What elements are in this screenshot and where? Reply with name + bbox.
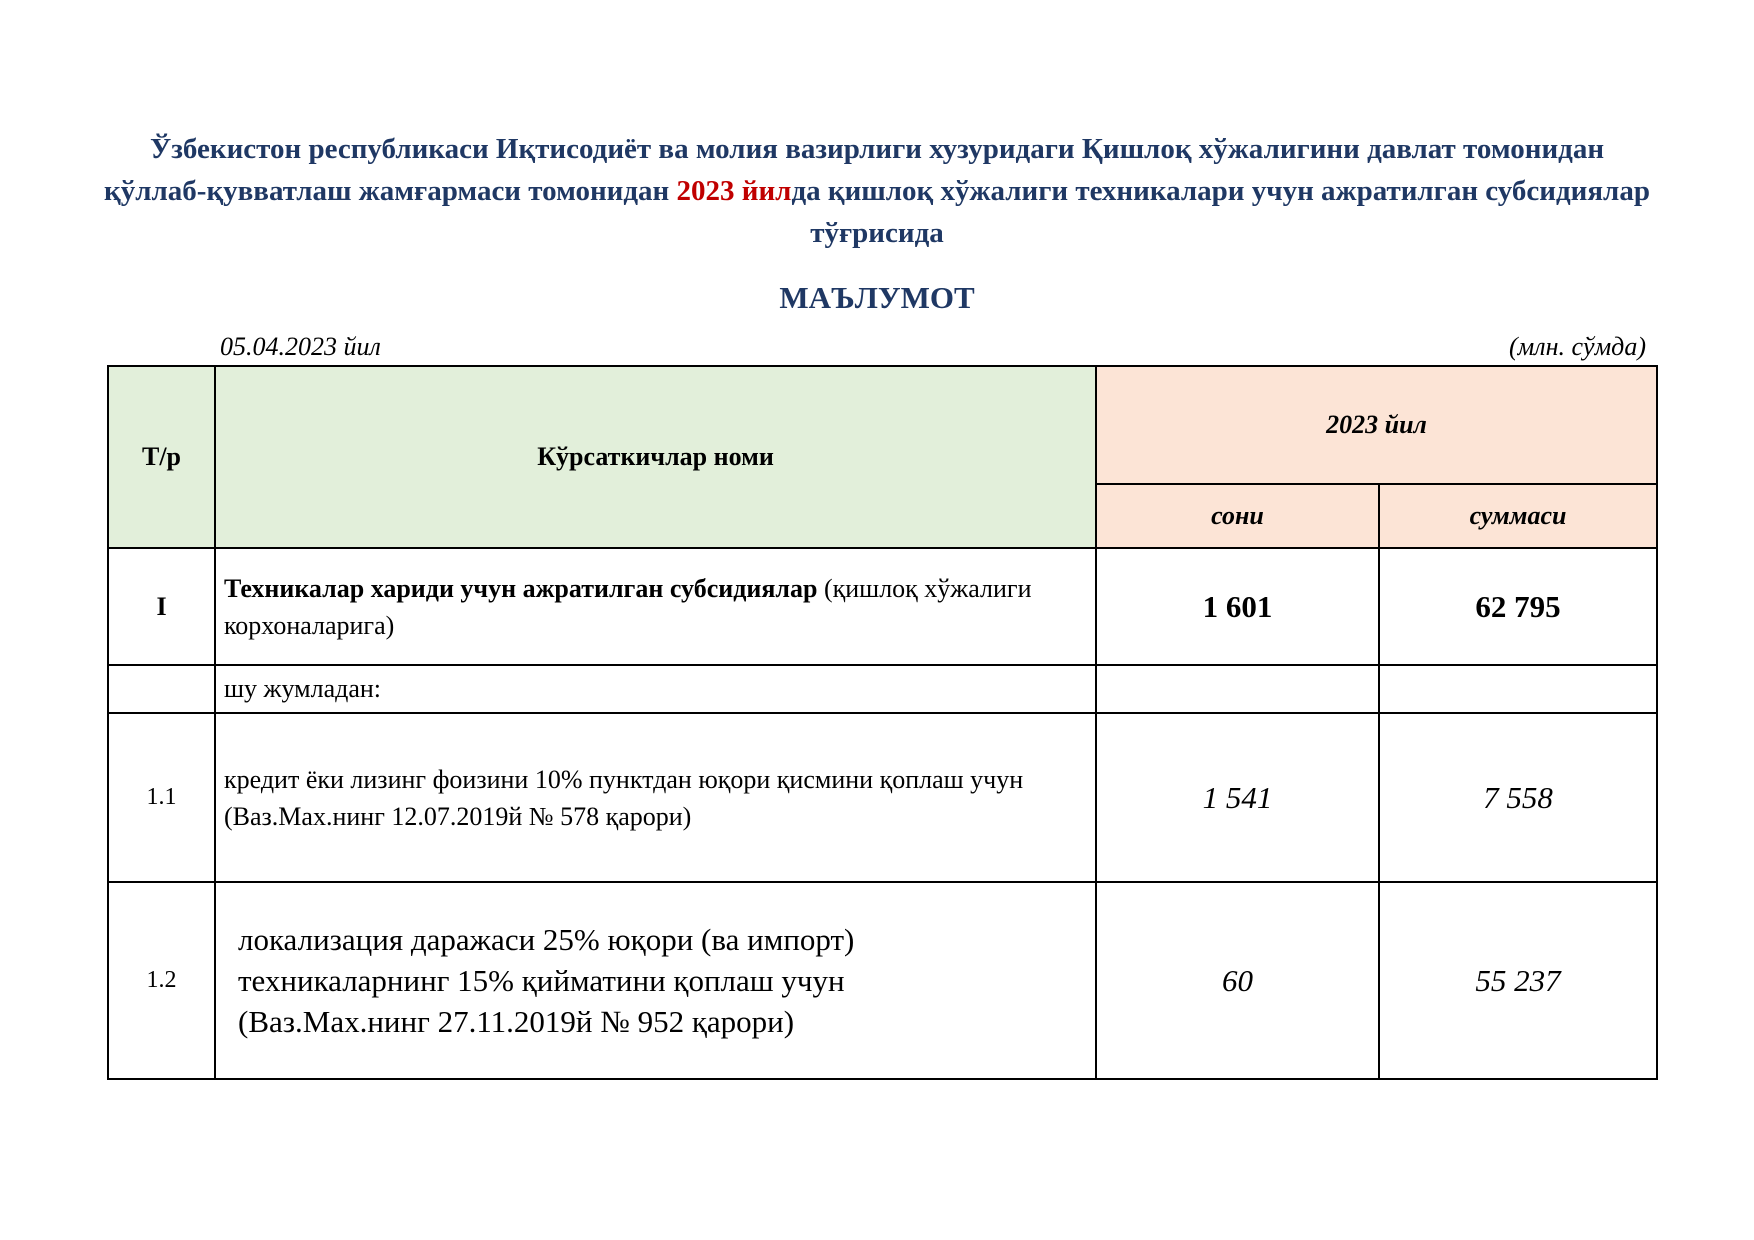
row-name-line: техникаларнинг 15% қийматини қоплаш учун (238, 963, 845, 998)
row-name-line: кредит ёки лизинг фоизини 10% пунктдан юқори қисмини қоплаш учун (224, 764, 1024, 794)
row-num (108, 665, 215, 713)
table-row (108, 713, 1657, 882)
report-date: 05.04.2023 йил (220, 332, 381, 361)
row-count: 1 541 (1096, 713, 1379, 882)
title-year-highlight: 2023 йил (676, 175, 792, 207)
row-num: 1.2 (108, 882, 215, 1079)
title-text-part1: Ўзбекистон республикаси Иқтисодиёт ва молия вазирлиги хузуридаги Қишлоқ хўжалигини давлат томонидан қўллаб-қувватлаш жамғармаси томонидан (104, 133, 1605, 207)
row-name-rest: (қишлоқ хўжалиги корхоналарига) (224, 573, 1032, 640)
row-num: 1.1 (108, 713, 215, 882)
row-name-bold: Техникалар хариди учун ажратилган субсидиялар (224, 573, 818, 603)
header-year: 2023 йил (1096, 366, 1657, 484)
table-row (108, 548, 1657, 665)
header-indicator-name: Кўрсаткичлар номи (215, 366, 1096, 548)
header-sum: суммаси (1379, 484, 1657, 548)
row-name: шу жумладан: (215, 665, 1096, 713)
row-sum: 62 795 (1379, 548, 1657, 665)
row-name (215, 882, 1096, 1079)
row-count (1096, 665, 1379, 713)
row-name-line: (Ваз.Мах.нинг 27.11.2019й № 952 қарори) (238, 1004, 795, 1039)
document-title (100, 128, 1654, 254)
row-count: 60 (1096, 882, 1379, 1079)
header-count: сони (1096, 484, 1379, 548)
row-name (215, 713, 1096, 882)
row-count: 1 601 (1096, 548, 1379, 665)
title-text-part2: да қишлоқ хўжалиги техникалари учун ажратилган субсидиялар тўғрисида (791, 175, 1650, 249)
header-num: Т/р (108, 366, 215, 548)
row-sum: 55 237 (1379, 882, 1657, 1079)
document-subtitle: МАЪЛУМОТ (779, 280, 975, 315)
row-sum (1379, 665, 1657, 713)
row-sum: 7 558 (1379, 713, 1657, 882)
table-row (108, 665, 1657, 713)
row-name-line: (Ваз.Мах.нинг 12.07.2019й № 578 қарори) (224, 801, 692, 831)
row-name-line: локализация даражаси 25% юқори (ва импорт) (238, 922, 855, 957)
row-name (215, 548, 1096, 665)
table-row (108, 882, 1657, 1079)
row-num: I (108, 548, 215, 665)
table-header-row (108, 366, 1657, 484)
subsidy-table (107, 365, 1658, 1080)
unit-label: (млн. сўмда) (1509, 332, 1646, 361)
